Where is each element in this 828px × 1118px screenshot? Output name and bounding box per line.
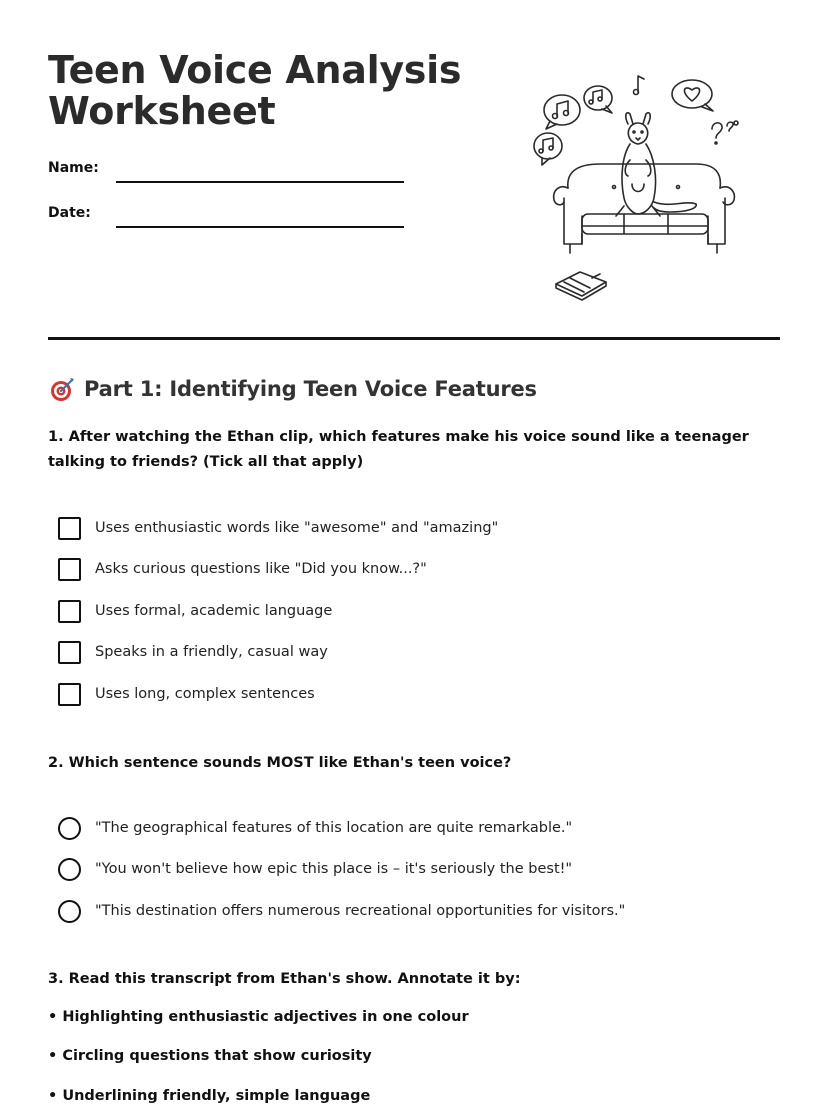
checkbox[interactable] [58,683,81,706]
q1-option[interactable] [58,599,332,623]
name-label: Name: [48,160,99,176]
question-3: 3. Read this transcript from Ethan's show. Annotate it by: [48,971,521,987]
q1-option[interactable] [58,516,498,540]
part1-heading-text: Part 1: Identifying Teen Voice Features [84,377,537,401]
q2-option-label: "The geographical features of this location are quite remarkable." [95,820,573,836]
q2-option-label: "You won't believe how epic this place is – it's seriously the best!" [95,861,573,877]
q2-option[interactable] [58,816,572,840]
worksheet-title [48,50,468,132]
q3-instruction: • Circling questions that show curiosity [48,1048,372,1064]
q2-option[interactable] [58,857,572,881]
q1-option-label: Uses enthusiastic words like "awesome" and "amazing" [95,520,499,536]
radio-button[interactable] [58,858,81,881]
q2-option[interactable] [58,899,625,923]
music-note-icon [634,76,645,95]
header-divider [48,337,780,340]
book-icon [556,272,606,300]
q1-option-label: Speaks in a friendly, casual way [95,644,328,660]
sofa-icon [554,164,735,253]
checkbox[interactable] [58,641,81,664]
q3-instruction: • Underlining friendly, simple language [48,1088,371,1104]
q1-option-label: Asks curious questions like "Did you know...?" [95,561,427,577]
q1-option-label: Uses long, complex sentences [95,686,315,702]
title-line-1: Teen Voice Analysis [48,48,462,92]
date-field[interactable] [116,226,404,228]
radio-button[interactable] [58,900,81,923]
part1-heading [48,375,537,403]
radio-button[interactable] [58,817,81,840]
music-note-bubble-icon [544,95,580,129]
title-line-2: Worksheet [48,89,276,133]
question-mark-icon [712,121,738,144]
checkbox[interactable] [58,517,81,540]
target-icon [48,375,76,403]
checkbox[interactable] [58,600,81,623]
heart-bubble-icon [672,80,713,111]
q3-instruction: • Highlighting enthusiastic adjectives in one colour [48,1009,469,1025]
music-note-bubble-icon [584,86,612,113]
kangaroo-on-sofa-illustration [520,66,750,306]
q1-option[interactable] [58,682,315,706]
question-1: 1. After watching the Ethan clip, which features make his voice sound like a teenager talking to friends? (Tick all that apply) [48,429,749,470]
music-note-bubble-icon [534,133,562,165]
q1-option[interactable] [58,640,328,664]
checkbox[interactable] [58,558,81,581]
name-field[interactable] [116,181,404,183]
question-2: 2. Which sentence sounds MOST like Ethan's teen voice? [48,755,512,771]
q1-option[interactable] [58,557,427,581]
q2-option-label: "This destination offers numerous recreational opportunities for visitors." [95,903,626,919]
date-label: Date: [48,205,91,221]
q1-option-label: Uses formal, academic language [95,603,333,619]
